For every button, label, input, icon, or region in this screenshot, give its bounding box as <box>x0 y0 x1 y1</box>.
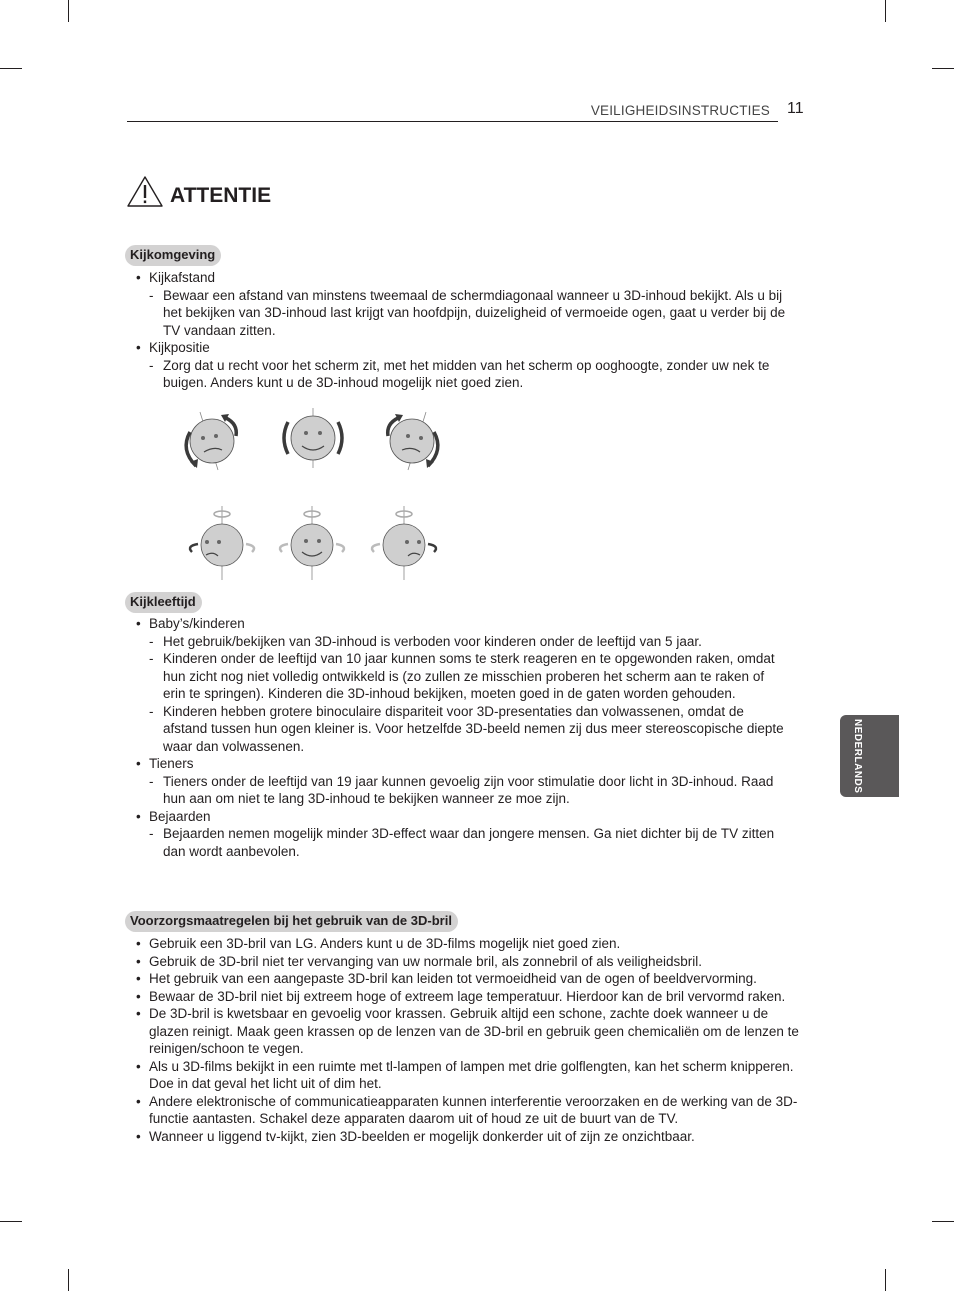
face-tilted-right-sad-icon <box>388 412 438 470</box>
face-level-smile-icon <box>284 408 342 468</box>
section-heading-kijkleeftijd: Kijkleeftijd <box>125 592 202 613</box>
list-detail: - Bejaarden nemen mogelijk minder 3D-effect waar dan jongere mensen. Ga niet dichter bij de TV zitten dan wordt aanbevolen. <box>130 825 800 860</box>
crop-mark <box>68 1269 69 1291</box>
list-item: • Kijkpositie <box>130 339 800 357</box>
kijkomgeving-list <box>130 269 800 392</box>
face-turned-right-sad-icon <box>372 506 436 580</box>
list-item: • Baby’s/kinderen <box>130 615 800 633</box>
warning-triangle-icon <box>126 175 164 208</box>
list-detail: - Kinderen hebben grotere binoculaire dispariteit voor 3D-presentaties dan volwassenen, omdat de afstand tussen hun ogen kleiner is. Voor hetzelfde 3D-beeld nemen zij dus meer stereoscopische diepte waar dan volwassenen. <box>130 703 800 756</box>
face-turned-left-sad-icon <box>190 506 254 580</box>
list-item: • Gebruik de 3D-bril niet ter vervanging van uw normale bril, als zonnebril of als veiligheidsbril. <box>130 953 800 971</box>
crop-mark <box>68 0 69 22</box>
list-item: • De 3D-bril is kwetsbaar en gevoelig voor krassen. Gebruik altijd een schone, zachte doek wanneer u de glazen reinigt. Maak geen krassen op de lenzen van de 3D-bril en gebruik geen chemicaliën om de lenzen te reinigen/schoon te vegen. <box>130 1005 800 1058</box>
crop-mark <box>0 68 22 69</box>
crop-mark <box>932 1221 954 1222</box>
section-heading-3d-bril: Voorzorgsmaatregelen bij het gebruik van de 3D-bril <box>125 911 458 932</box>
crop-mark <box>885 0 886 22</box>
list-item: • Bejaarden <box>130 808 800 826</box>
face-front-smile-icon <box>280 506 344 580</box>
list-item: • Bewaar de 3D-bril niet bij extreem hoge of extreem lage temperatuur. Hierdoor kan de bril vervormd raken. <box>130 988 800 1006</box>
page-number: 11 <box>787 100 804 117</box>
list-item: • Andere elektronische of communicatieapparaten kunnen interferentie veroorzaken en de werking van de 3D-functie aantasten. Schakel deze apparaten daarom uit of houd ze uit de buurt van de TV. <box>130 1093 800 1128</box>
header-rule <box>127 121 778 122</box>
crop-mark <box>0 1221 22 1222</box>
viewing-position-illustration <box>176 408 456 588</box>
section-heading-kijkomgeving: Kijkomgeving <box>125 245 221 266</box>
list-item: • Gebruik een 3D-bril van LG. Anders kunt u de 3D-films mogelijk niet goed zien. <box>130 935 800 953</box>
list-detail: - Kinderen onder de leeftijd van 10 jaar kunnen soms te sterk reageren en te opgewonden raken, omdat hun zicht nog niet volledig ontwikkeld is (zo zullen ze misschien proberen het scherm aan te raken of erin te springen). Kinderen die 3D-inhoud bekijken, moeten goed in de gaten worden gehouden. <box>130 650 800 703</box>
list-item: • Het gebruik van een aangepaste 3D-bril kan leiden tot vermoeidheid van de ogen of beeldvervorming. <box>130 970 800 988</box>
page-title: ATTENTIE <box>170 184 272 207</box>
list-item: • Wanneer u liggend tv-kijkt, zien 3D-beelden er mogelijk donkerder uit of zijn ze onzichtbaar. <box>130 1128 800 1146</box>
list-detail: - Het gebruik/bekijken van 3D-inhoud is verboden voor kinderen onder de leeftijd van 5 jaar. <box>130 633 800 651</box>
list-item: • Als u 3D-films bekijkt in een ruimte met tl-lampen of lampen met drie golflengten, kan het scherm knipperen. Doe in dat geval het licht uit of dim het. <box>130 1058 800 1093</box>
kijkleeftijd-list <box>130 615 800 860</box>
crop-mark <box>885 1269 886 1291</box>
list-detail: - Bewaar een afstand van minstens tweemaal de schermdiagonaal wanneer u 3D-inhoud bekijkt. Als u bij het bekijken van 3D-inhoud last krijgt van hoofdpijn, duizeligheid of vermoeide ogen, gaat u verder bij de TV vandaan zitten. <box>130 287 800 340</box>
list-detail: - Zorg dat u recht voor het scherm zit, met het midden van het scherm op ooghoogte, zonder uw nek te buigen. Anders kunt u de 3D-inhoud mogelijk niet goed zien. <box>130 357 800 392</box>
list-detail: - Tieners onder de leeftijd van 19 jaar kunnen gevoelig zijn voor stimulatie door licht in 3D-inhoud. Raad hun aan om niet te lang 3D-inhoud te bekijken wanneer ze moe zijn. <box>130 773 800 808</box>
crop-mark <box>932 68 954 69</box>
bril-list <box>130 935 800 1145</box>
face-tilted-left-sad-icon <box>186 412 236 470</box>
list-item: • Tieners <box>130 755 800 773</box>
list-item: • Kijkafstand <box>130 269 800 287</box>
language-tab-label: NEDERLANDS <box>852 718 863 794</box>
caution-title <box>126 175 271 208</box>
running-header: VEILIGHEIDSINSTRUCTIES <box>590 103 770 118</box>
